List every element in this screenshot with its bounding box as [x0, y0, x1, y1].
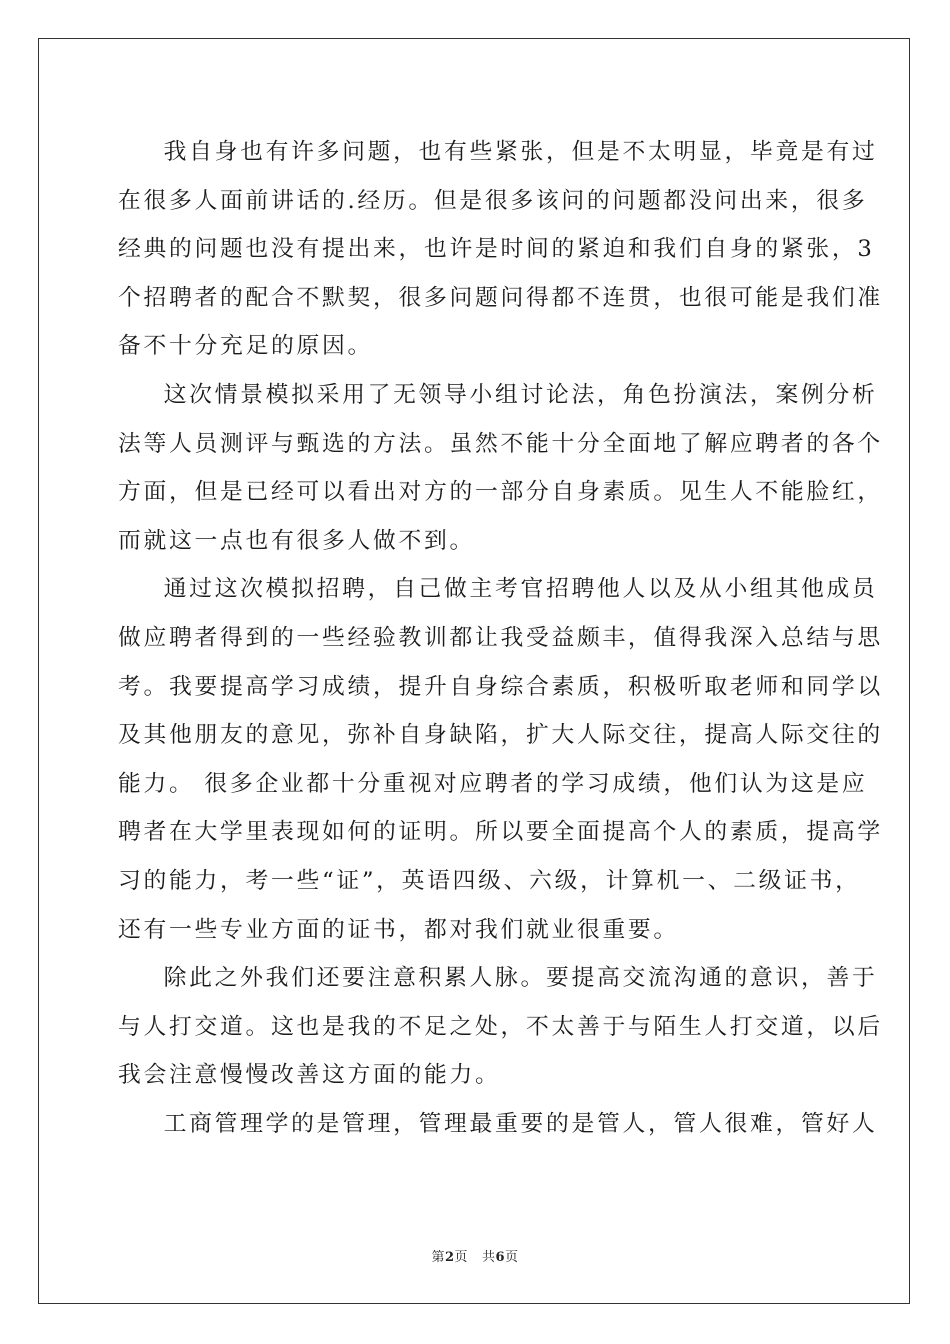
page-prefix: 第: [431, 1250, 445, 1265]
text-line: 及其他朋友的意见，弥补自身缺陷，扩大人际交往，提高人际交往的: [118, 722, 883, 749]
total-prefix: 共: [481, 1250, 496, 1265]
page-footer: [0, 1246, 950, 1265]
text-line: 与人打交道。这也是我的不足之处，不太善于与陌生人打交道，以后: [118, 1013, 883, 1040]
text-line: 还有一些专业方面的证书，都对我们就业很重要。: [118, 916, 679, 943]
paragraph: [118, 565, 883, 954]
paragraph: [118, 1100, 878, 1149]
document-body: [118, 128, 883, 1148]
text-line: 除此之外我们还要注意积累人脉。要提高交流沟通的意识，善于: [163, 965, 878, 992]
text-line: 工商管理学的是管理，管理最重要的是管人，管人很难，管好人: [163, 1110, 878, 1137]
text-line: 个招聘者的配合不默契，很多问题问得都不连贯，也很可能是我们准: [118, 284, 883, 311]
page-suffix: 页: [454, 1250, 469, 1265]
text-line: 做应聘者得到的一些经验教训都让我受益颇丰，值得我深入总结与思: [118, 624, 883, 651]
text-line: 备不十分充足的原因。: [118, 333, 373, 360]
text-line: 我自身也有许多问题，也有些紧张，但是不太明显，毕竟是有过: [163, 139, 878, 165]
paragraph: [118, 371, 883, 565]
text-line: 考。我要提高学习成绩，提升自身综合素质，积极听取老师和同学以: [118, 673, 883, 700]
text-line: 经典的问题也没有提出来，也许是时间的紧迫和我们自身的紧张，3: [118, 236, 875, 263]
paragraph: [118, 954, 883, 1100]
text-line: 习的能力，考一些“证”，英语四级、六级，计算机一、二级证书，: [118, 867, 861, 894]
text-line: 我会注意慢慢改善这方面的能力。: [118, 1062, 501, 1089]
text-line: 而就这一点也有很多人做不到。: [118, 527, 475, 554]
text-line: 这次情景模拟采用了无领导小组讨论法，角色扮演法，案例分析: [163, 381, 878, 408]
text-line: 能力。 很多企业都十分重视对应聘者的学习成绩，他们认为这是应: [118, 770, 868, 797]
paragraph: [118, 128, 883, 371]
total-pages: 6: [495, 1250, 506, 1265]
text-line: 在很多人面前讲话的.经历。但是很多该问的问题都没问出来，很多: [118, 187, 868, 214]
text-line: 聘者在大学里表现如何的证明。所以要全面提高个人的素质，提高学: [118, 819, 883, 846]
text-line: 通过这次模拟招聘，自己做主考官招聘他人以及从小组其他成员: [163, 576, 878, 603]
text-line: 方面，但是已经可以看出对方的一部分自身素质。见生人不能脸红，: [118, 479, 883, 506]
text-line: 法等人员测评与甄选的方法。虽然不能十分全面地了解应聘者的各个: [118, 430, 883, 457]
page-number: 2: [444, 1250, 455, 1265]
total-suffix: 页: [505, 1250, 519, 1265]
